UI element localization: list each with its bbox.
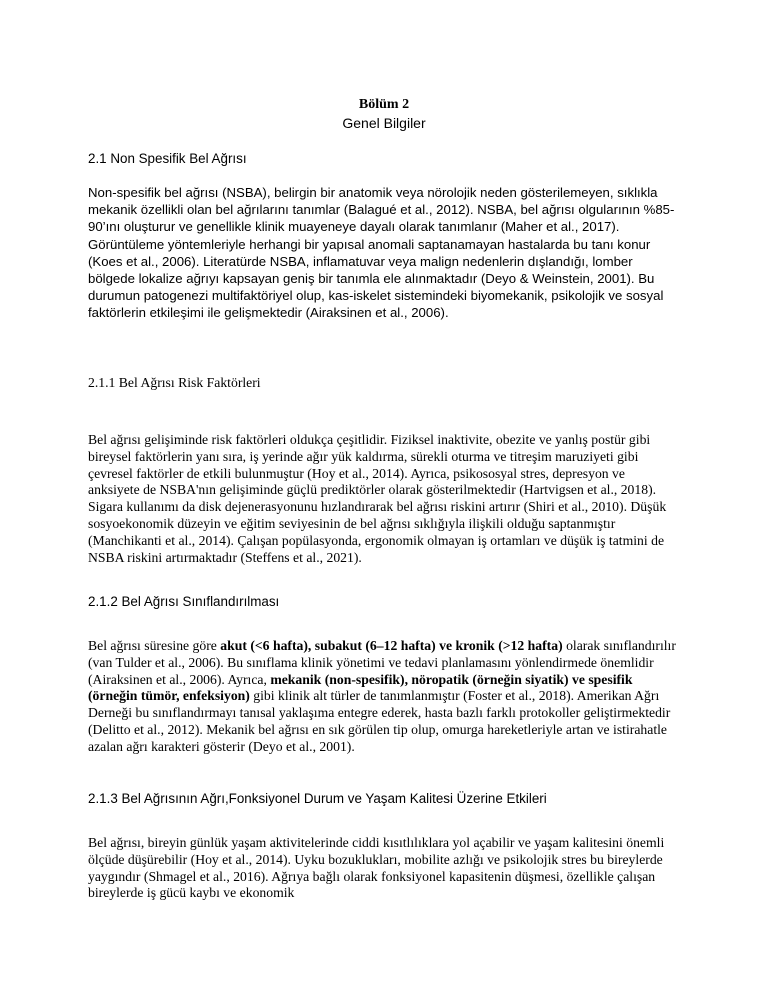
chapter-title: Bölüm 2 (358, 97, 410, 112)
paragraph-text-run: olarak sınıflandırılır (van Tulder et al., 2006). Bu sınıflama klinik yönetimi ve tedavi planlamasını yönlendirmede önemlidir (Airaksinen et al., 2006). Ayrıca, (88, 638, 676, 687)
clinical-subtype-bold: mekanik (non-spesifik), nöropatik (örneğin siyatik) ve spesifik (örneğin tümör, enfeksiyon) (88, 671, 633, 704)
section-heading-2-1-2: 2.1.2 Bel Ağrısı Sınıflandırılması (88, 594, 280, 609)
duration-classification-bold: akut (<6 hafta), subakut (6–12 hafta) ve kronik (>12 hafta) (220, 638, 563, 653)
section-paragraph-2-1: Non-spesifik bel ağrısı (NSBA), belirgin bir anatomik veya nörolojik neden gösterilemeyen, sıklıkla mekanik özellikli olan bel ağrılarını tanımlar (Balagué et al., 2012). NSBA, bel ağrısı olgularının %85-90’ını oluşturur ve genellikle klinik muayeneye dayalı olarak tanımlanır (Maher et al., 2017). Görüntüleme yöntemleriyle herhangi bir yapısal anomali saptanamayan hastalarda bu tanı konur (Koes et al., 2006). Literatürde NSBA, inflamatuvar veya malign nedenlerin dışlandığı, lomber bölgede lokalize ağrıyı kapsayan geniş bir tanımla ele alınmaktadır (Deyo & Weinstein, 2001). Bu durumun patogenezi multifaktöriyel olup, kas-iskelet sistemindeki biyomekanik, psikolojik ve sosyal faktörlerin etkileşimi ile gelişmektedir (Airaksinen et al., 2006). (88, 185, 675, 321)
section-heading-2-1-3: 2.1.3 Bel Ağrısının Ağrı,Fonksiyonel Durum ve Yaşam Kalitesi Üzerine Etkileri (88, 791, 547, 806)
section-heading-2-1-1: 2.1.1 Bel Ağrısı Risk Faktörleri (88, 375, 261, 390)
section-paragraph-2-1-1: Bel ağrısı gelişiminde risk faktörleri oldukça çeşitlidir. Fiziksel inaktivite, obezite ve yanlış postür gibi bireysel faktörlerin yanı sıra, iş yerinde ağır yük kaldırma, sürekli oturma ve titreşim maruziyeti gibi çevresel faktörler de etkili bulunmuştur (Hoy et al., 2014). Ayrıca, psikososyal stres, depresyon ve anksiyete de NSBA'nın gelişiminde güçlü prediktörler olarak gösterilmektedir (Hartvigsen et al., 2018). Sigara kullanımı da disk dejenerasyonunu hızlandırarak bel ağrısı riskini artırır (Shiri et al., 2010). Düşük sosyoekonomik düzeyin ve eğitim seviyesinin de bel ağrısı sıklığıyla ilişkili olduğu saptanmıştır (Manchikanti et al., 2014). Çalışan popülasyonda, ergonomik olmayan iş ortamları ve düşük iş tatmini de NSBA riskini artırmaktadır (Steffens et al., 2021). (88, 432, 667, 565)
section-heading-2-1: 2.1 Non Spesifik Bel Ağrısı (88, 151, 247, 166)
section-paragraph-2-1-3: Bel ağrısı, bireyin günlük yaşam aktivitelerinde ciddi kısıtlılıklara yol açabilir ve yaşam kalitesini önemli ölçüde düşürebilir (Hoy et al., 2014). Uyku bozuklukları, mobilite azlığı ve psikolojik stres bu bireylerde yaygındır (Shmagel et al., 2016). Ağrıya bağlı olarak fonksiyonel kapasitenin düşmesi, özellikle çalışan bireylerde iş gücü kaybı ve ekonomik (88, 835, 665, 901)
paragraph-text-run: Bel ağrısı süresine göre (88, 638, 221, 653)
paragraph-text-run: gibi klinik alt türler de tanımlanmıştır (Foster et al., 2018). Amerikan Ağrı Derneği bu sınıflandırmayı tanısal yaklaşıma entegre ederek, hasta bazlı farklı protokoller geliştirmektedir (Delitto et al., 2012). Mekanik bel ağrısı en sık görülen tip olup, omurga hareketleriyle artan ve istirahatle azalan ağrı karakteri gösterir (Deyo et al., 2001). (88, 688, 671, 754)
section-paragraph-2-1-2 (88, 638, 680, 756)
chapter-subtitle: Genel Bilgiler (342, 115, 426, 131)
